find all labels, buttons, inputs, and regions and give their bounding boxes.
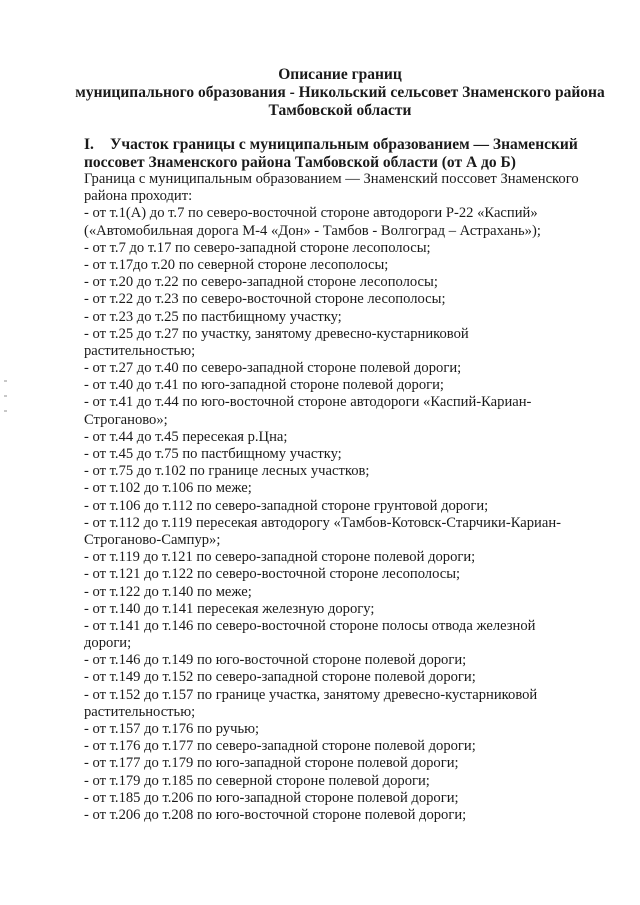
document-subtitle: муниципального образования - Никольский сельсовет Знаменского района	[75, 84, 605, 101]
description-line: района проходит:	[84, 188, 193, 205]
description-line: - от т.40 до т.41 по юго-западной стороне полевой дороги;	[84, 377, 444, 394]
description-line: - от т.102 до т.106 по меже;	[84, 480, 252, 497]
description-line: - от т.177 до т.179 по юго-западной стороне полевой дороги;	[84, 755, 459, 772]
description-line: - от т.149 до т.152 по северо-западной стороне полевой дороги;	[84, 669, 476, 686]
description-line: - от т.41 до т.44 по юго-восточной стороне автодороги «Каспий-Кариан-	[84, 394, 532, 411]
section-heading	[84, 136, 624, 154]
description-line: - от т.185 до т.206 по юго-западной стороне полевой дороги;	[84, 789, 459, 806]
description-line: - от т.152 до т.157 по границе участка, занятому древесно-кустарниковой	[84, 686, 538, 703]
description-line: растительностью;	[84, 342, 196, 359]
description-line: - от т.27 до т.40 по северо-западной стороне полевой дороги;	[84, 360, 462, 377]
description-line: - от т.206 до т.208 по юго-восточной стороне полевой дороги;	[84, 806, 467, 823]
description-line: - от т.22 до т.23 по северо-восточной стороне лесополосы;	[84, 291, 446, 308]
description-line: - от т.141 до т.146 по северо-восточной стороне полосы отвода железной	[84, 617, 536, 634]
scan-mark	[4, 380, 7, 382]
description-line: - от т.1(А) до т.7 по северо-восточной стороне автодороги Р-22 «Каспий»	[84, 205, 538, 222]
description-line: - от т.176 до т.177 по северо-западной стороне полевой дороги;	[84, 738, 476, 755]
description-line: - от т.7 до т.17 по северо-западной стороне лесополосы;	[84, 239, 431, 256]
description-line: - от т.45 до т.75 по пастбищному участку;	[84, 446, 342, 462]
section-heading-line1: Участок границы с муниципальным образованием — Знаменский	[110, 136, 578, 153]
document-subtitle-region: Тамбовской области	[268, 102, 412, 119]
description-line: - от т.20 до т.22 по северо-западной стороне лесополосы;	[84, 274, 438, 291]
description-line: - от т.106 до т.112 по северо-западной стороне грунтовой дороги;	[84, 497, 489, 514]
description-line: - от т.157 до т.176 по ручью;	[84, 721, 260, 737]
description-line: Строганово-Сампур»;	[84, 531, 221, 548]
description-line: - от т.23 до т.25 по пастбищному участку;	[84, 308, 342, 325]
scan-mark	[4, 410, 7, 412]
description-line: - от т.17до т.20 по северной стороне лесополосы;	[84, 256, 389, 273]
description-line: растительностью;	[84, 703, 196, 720]
description-line: - от т.119 до т.121 по северо-западной стороне полевой дороги;	[84, 549, 476, 566]
description-line: - от т.44 до т.45 пересекая р.Цна;	[84, 428, 288, 445]
description-line: - от т.121 до т.122 по северо-восточной стороне лесополосы;	[84, 566, 461, 583]
section-heading-line2: поссовет Знаменского района Тамбовской области (от А до Б)	[84, 154, 516, 171]
description-line: Строганово»;	[84, 411, 168, 428]
description-line: Граница с муниципальным образованием — Знаменский поссовет Знаменского	[84, 171, 579, 187]
description-line: - от т.122 до т.140 по меже;	[84, 583, 252, 600]
document-title: Описание границ	[278, 66, 402, 83]
description-line: - от т.75 до т.102 по границе лесных участков;	[84, 463, 370, 480]
description-line: - от т.179 до т.185 по северной стороне полевой дороги;	[84, 772, 430, 789]
description-line: дороги;	[84, 635, 132, 652]
description-line: - от т.112 до т.119 пересекая автодорогу «Тамбов-Котовск-Старчики-Кариан-	[84, 514, 561, 531]
scan-mark	[4, 395, 7, 397]
description-line: - от т.146 до т.149 по юго-восточной стороне полевой дороги;	[84, 652, 467, 669]
description-line: - от т.25 до т.27 по участку, занятому древесно-кустарниковой	[84, 325, 469, 342]
boundary-description	[84, 171, 624, 824]
description-line: («Автомобильная дорога М-4 «Дон» - Тамбов - Волгоград – Астрахань»);	[84, 222, 541, 239]
description-line: - от т.140 до т.141 пересекая железную дорогу;	[84, 600, 375, 617]
section-number: I.	[84, 136, 94, 153]
